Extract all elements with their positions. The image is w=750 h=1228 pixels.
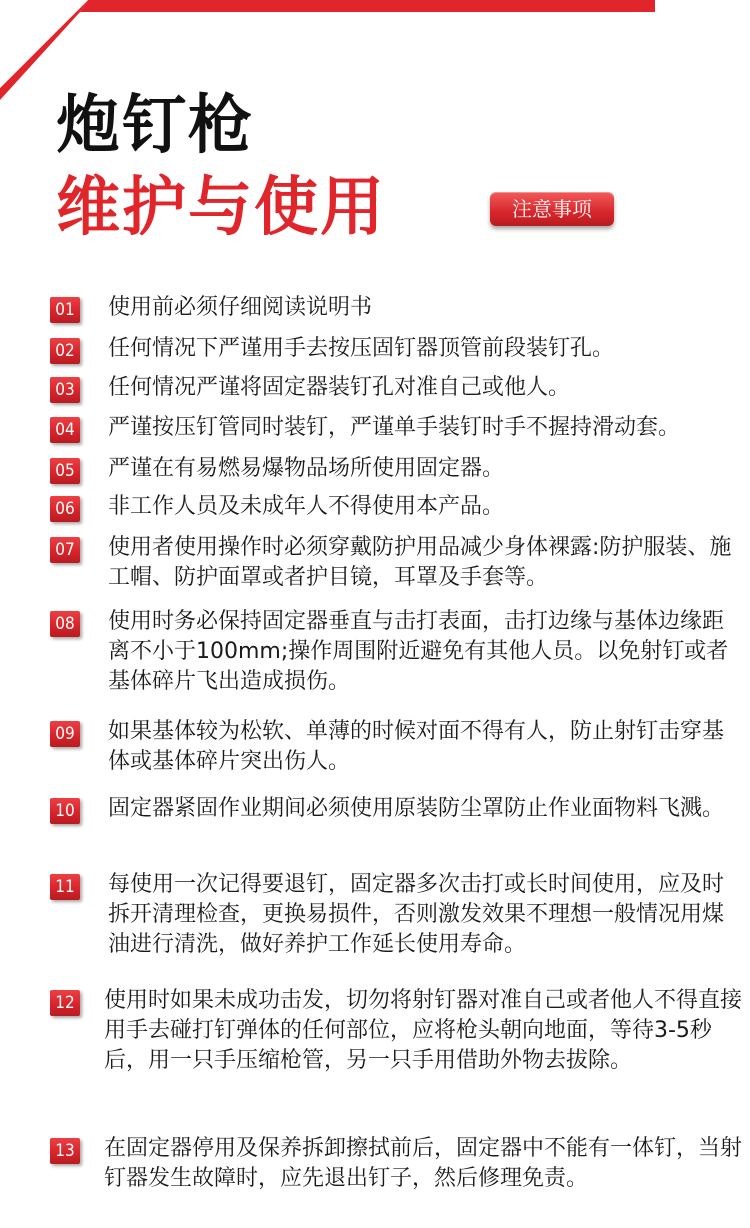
page-title: 炮钉枪 [56,89,254,163]
item-text: 使用时如果未成功击发，切勿将射钉器对准自己或者他人不得直接用手去碰打钉弹体的任何部位，应将枪头朝向地面，等待3-5秒后，用一只手压缩枪管，另一只手用借助外物去拔除。 [104,988,743,1073]
item-text: 任何情况严谨将固定器装钉孔对准自己或他人。 [108,375,571,400]
item-text: 任何情况下严谨用手去按压固钉器顶管前段装钉孔。 [108,336,615,361]
item-number-badge: 13 [50,1138,80,1164]
item-number-badge: 01 [50,297,80,323]
item-text: 每使用一次记得要退钉，固定器多次击打或长时间使用，应及时拆开清理检查，更换易损件，否则激发效果不理想一般情况用煤油进行清洗，做好养护工作延长使用寿命。 [108,872,725,957]
item-number-badge: 06 [50,496,80,522]
item-number-badge: 09 [50,721,80,747]
item-text: 固定器紧固作业期间必须使用原装防尘罩防止作业面物料飞溅。 [108,796,725,821]
item-number-badge: 08 [50,611,80,637]
item-text: 在固定器停用及保养拆卸擦拭前后，固定器中不能有一体钉，当射钉器发生故障时，应先退出钉子，然后修理免责。 [104,1136,743,1191]
item-number-badge: 03 [50,377,80,403]
item-text: 如果基体较为松软、单薄的时候对面不得有人，防止射钉击穿基体或基体碎片突出伤人。 [108,719,725,774]
item-text: 使用者使用操作时必须穿戴防护用品减少身体裸露:防护服装、施工帽、防护面罩或者护目镜，耳罩及手套等。 [108,535,732,590]
item-number-badge: 05 [50,458,80,484]
item-text: 使用前必须仔细阅读说明书 [108,295,373,320]
notice-badge: 注意事项 [490,192,614,226]
page-subtitle: 维护与使用 [56,171,386,245]
item-number-badge: 12 [50,990,80,1016]
top-red-bar [80,0,655,12]
item-number-badge: 11 [50,874,80,900]
item-text: 使用时务必保持固定器垂直与击打表面，击打边缘与基体边缘距离不小于100mm;操作周围附近避免有其他人员。以免射钉或者基体碎片飞出造成损伤。 [108,609,729,694]
item-number-badge: 10 [50,798,80,824]
item-text: 严谨在有易燃易爆物品场所使用固定器。 [108,456,505,481]
item-number-badge: 07 [50,537,80,563]
item-number-badge: 04 [50,417,80,443]
item-number-badge: 02 [50,338,80,364]
item-text: 严谨按压钉管同时装钉，严谨单手装钉时手不握持滑动套。 [108,415,681,440]
item-text: 非工作人员及未成年人不得使用本产品。 [108,494,505,519]
